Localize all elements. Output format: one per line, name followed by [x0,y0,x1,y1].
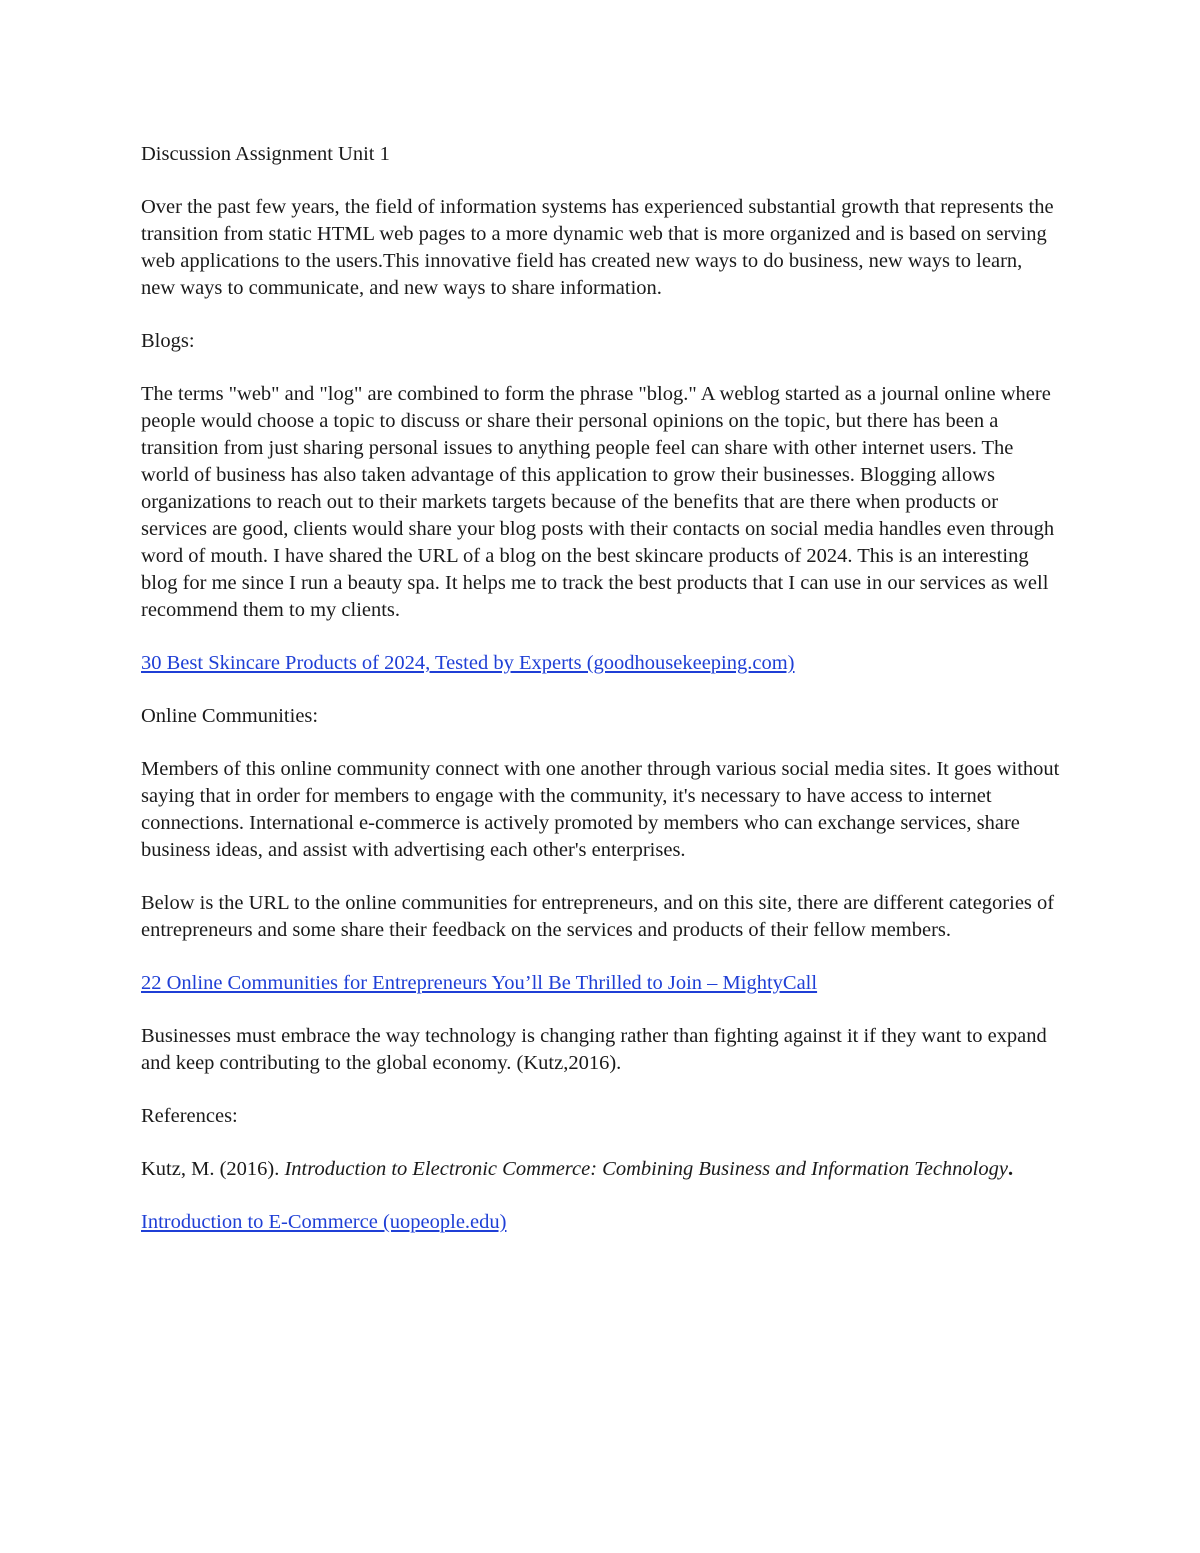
communities-paragraph: Members of this online community connect with one another through various social media sites. It goes without saying that in order for members to engage with the community, it's necessary to have access to internet connections. International e-commerce is actively promoted by members who can exchange services, share business ideas, and assist with advertising each other's enterprises. [141,758,1060,861]
blog-link-paragraph [141,650,1061,677]
communities-url-paragraph: Below is the URL to the online communities for entrepreneurs, and on this site, there are different categories of entrepreneurs and some share their feedback on the services and products of their fellow members. [141,892,1055,941]
references-heading: References: [141,1105,238,1127]
communities-heading: Online Communities: [141,705,319,727]
conclusion-paragraph: Businesses must embrace the way technology is changing rather than fighting against it if they want to expand and keep contributing to the global economy. (Kutz,2016). [141,1025,1047,1074]
reference-link-paragraph [141,1209,1061,1236]
reference-title: Introduction to Electronic Commerce: Combining Business and Information Technology [284,1158,1008,1180]
blog-link[interactable]: 30 Best Skincare Products of 2024, Tested by Experts (goodhousekeeping.com) [141,652,795,674]
reference-link[interactable]: Introduction to E-Commerce (uopeople.edu) [141,1211,507,1233]
communities-link-paragraph [141,970,1061,997]
blogs-paragraph: The terms "web" and "log" are combined to form the phrase "blog." A weblog started as a journal online where people would choose a topic to discuss or share their personal opinions on the topic, but there has been a transition from just sharing personal issues to anything people feel can share with other internet users. The world of business has also taken advantage of this application to grow their businesses. Blogging allows organizations to reach out to their markets targets because of the benefits that are there when products or services are good, clients would share your blog posts with their contacts on social media handles even through word of mouth. I have shared the URL of a blog on the best skincare products of 2024. This is an interesting blog for me since I run a beauty spa. It helps me to track the best products that I can use in our services as well recommend them to my clients. [141,383,1055,621]
document-page [141,141,1061,1262]
intro-paragraph: Over the past few years, the field of information systems has experienced substantial growth that represents the transition from static HTML web pages to a more dynamic web that is more organized and is based on serving web applications to the users.This innovative field has created new ways to do business, new ways to learn, new ways to communicate, and new ways to share information. [141,196,1054,299]
reference-entry [141,1156,1061,1183]
reference-author: Kutz, M. (2016). [141,1158,285,1180]
document-title: Discussion Assignment Unit 1 [141,143,390,165]
communities-link[interactable]: 22 Online Communities for Entrepreneurs You’ll Be Thrilled to Join – MightyCall [141,972,818,994]
blogs-heading: Blogs: [141,330,195,352]
reference-period: . [1007,1158,1014,1180]
